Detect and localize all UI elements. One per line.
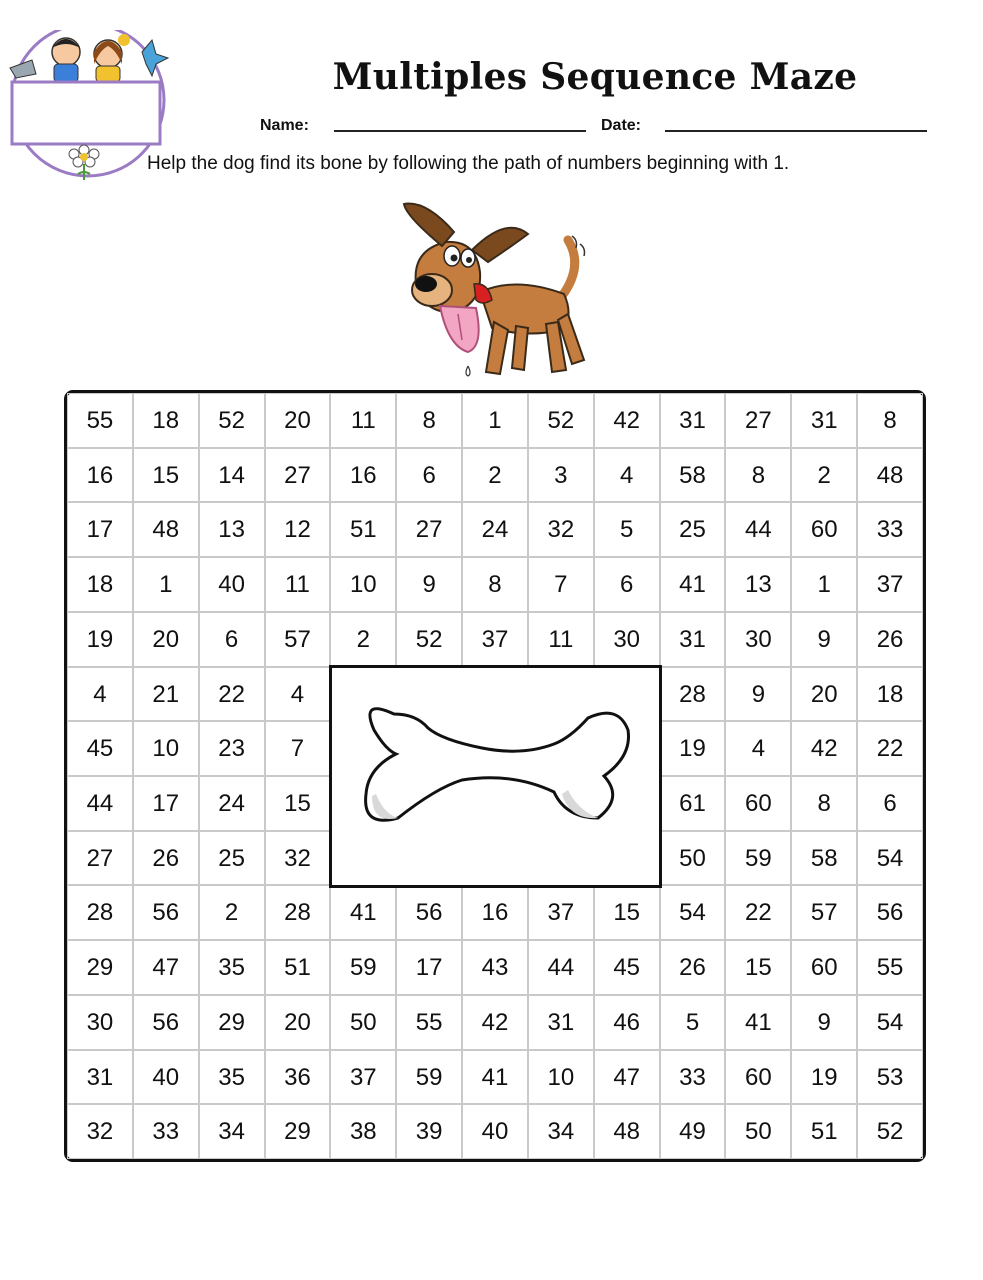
maze-cell[interactable]: 27: [67, 831, 133, 886]
maze-cell[interactable]: 16: [67, 448, 133, 503]
maze-cell[interactable]: 30: [67, 995, 133, 1050]
maze-cell[interactable]: 57: [791, 885, 857, 940]
maze-cell[interactable]: 58: [791, 831, 857, 886]
maze-cell[interactable]: 59: [725, 831, 791, 886]
maze-cell[interactable]: 49: [660, 1104, 726, 1159]
maze-cell[interactable]: 57: [265, 612, 331, 667]
maze-cell[interactable]: 56: [857, 885, 923, 940]
maze-cell[interactable]: 10: [133, 721, 199, 776]
maze-cell[interactable]: 59: [396, 1050, 462, 1105]
maze-cell[interactable]: 17: [67, 502, 133, 557]
maze-cell[interactable]: 47: [133, 940, 199, 995]
maze-cell[interactable]: 44: [528, 940, 594, 995]
maze-cell[interactable]: 9: [791, 612, 857, 667]
maze-cell[interactable]: 17: [396, 940, 462, 995]
maze-cell[interactable]: 30: [725, 612, 791, 667]
maze-cell[interactable]: 29: [265, 1104, 331, 1159]
maze-cell[interactable]: 59: [330, 940, 396, 995]
maze-cell[interactable]: 6: [396, 448, 462, 503]
maze-cell[interactable]: 10: [528, 1050, 594, 1105]
maze-cell[interactable]: 36: [265, 1050, 331, 1105]
maze-cell[interactable]: 54: [857, 995, 923, 1050]
maze-cell[interactable]: 18: [857, 667, 923, 722]
maze-cell[interactable]: 6: [594, 557, 660, 612]
maze-cell[interactable]: 8: [857, 393, 923, 448]
maze-cell[interactable]: 33: [133, 1104, 199, 1159]
maze-cell[interactable]: 50: [725, 1104, 791, 1159]
name-field-line[interactable]: [334, 130, 586, 132]
maze-cell[interactable]: 16: [330, 448, 396, 503]
maze-cell[interactable]: 22: [857, 721, 923, 776]
maze-cell[interactable]: 17: [133, 776, 199, 831]
maze-cell[interactable]: 50: [660, 831, 726, 886]
maze-cell[interactable]: 22: [199, 667, 265, 722]
maze-cell[interactable]: 37: [857, 557, 923, 612]
maze-cell[interactable]: 56: [396, 885, 462, 940]
instructions-text: Help the dog find its bone by following the path of numbers beginning with 1.: [147, 153, 790, 174]
maze-cell[interactable]: 19: [791, 1050, 857, 1105]
maze-cell[interactable]: 2: [462, 448, 528, 503]
maze-cell[interactable]: 37: [330, 1050, 396, 1105]
maze-cell[interactable]: 20: [791, 667, 857, 722]
maze-cell[interactable]: 56: [133, 995, 199, 1050]
maze-cell[interactable]: 48: [133, 502, 199, 557]
maze-cell[interactable]: 52: [199, 393, 265, 448]
maze-cell[interactable]: 41: [462, 1050, 528, 1105]
maze-cell[interactable]: 13: [199, 502, 265, 557]
maze-cell[interactable]: 51: [791, 1104, 857, 1159]
maze-cell[interactable]: 55: [67, 393, 133, 448]
name-label: Name:: [260, 117, 309, 134]
maze-cell[interactable]: 9: [725, 667, 791, 722]
maze-cell[interactable]: 20: [265, 995, 331, 1050]
maze-cell[interactable]: 40: [199, 557, 265, 612]
date-label: Date:: [601, 117, 642, 134]
maze-cell[interactable]: 42: [462, 995, 528, 1050]
page-title: Multiples Sequence Maze: [332, 56, 858, 98]
maze-cell[interactable]: 7: [265, 721, 331, 776]
maze-cell[interactable]: 55: [396, 995, 462, 1050]
maze-cell[interactable]: 27: [396, 502, 462, 557]
maze-cell[interactable]: 55: [857, 940, 923, 995]
maze-cell[interactable]: 9: [791, 995, 857, 1050]
maze-cell[interactable]: 2: [330, 612, 396, 667]
maze-cell[interactable]: 45: [594, 940, 660, 995]
maze-cell[interactable]: 24: [462, 502, 528, 557]
maze-cell[interactable]: 34: [528, 1104, 594, 1159]
maze-cell[interactable]: 52: [857, 1104, 923, 1159]
maze-cell[interactable]: 56: [133, 885, 199, 940]
maze-cell[interactable]: 47: [594, 1050, 660, 1105]
maze-cell[interactable]: 1: [791, 557, 857, 612]
maze-cell[interactable]: 5: [660, 995, 726, 1050]
maze-cell[interactable]: 27: [265, 448, 331, 503]
maze-cell[interactable]: 41: [725, 995, 791, 1050]
maze-cell[interactable]: 7: [528, 557, 594, 612]
maze-cell[interactable]: 43: [462, 940, 528, 995]
maze-cell[interactable]: 44: [67, 776, 133, 831]
maze-cell[interactable]: 41: [660, 557, 726, 612]
maze-cell[interactable]: 16: [462, 885, 528, 940]
maze-cell[interactable]: 54: [857, 831, 923, 886]
maze-cell[interactable]: 61: [660, 776, 726, 831]
maze-cell[interactable]: 28: [660, 667, 726, 722]
maze-cell[interactable]: 42: [791, 721, 857, 776]
maze-cell[interactable]: 60: [725, 1050, 791, 1105]
maze-cell[interactable]: 39: [396, 1104, 462, 1159]
maze-cell[interactable]: 21: [133, 667, 199, 722]
maze-cell[interactable]: 32: [67, 1104, 133, 1159]
maze-cell[interactable]: 4: [594, 448, 660, 503]
maze-cell[interactable]: 4: [265, 667, 331, 722]
maze-cell[interactable]: 22: [725, 885, 791, 940]
maze-cell[interactable]: 19: [67, 612, 133, 667]
maze-cell[interactable]: 26: [660, 940, 726, 995]
maze-cell[interactable]: 51: [265, 940, 331, 995]
maze-cell[interactable]: 25: [660, 502, 726, 557]
maze-cell[interactable]: 60: [725, 776, 791, 831]
maze-cell[interactable]: 40: [133, 1050, 199, 1105]
maze-cell[interactable]: 29: [199, 995, 265, 1050]
maze-cell[interactable]: 54: [660, 885, 726, 940]
maze-cell[interactable]: 29: [67, 940, 133, 995]
maze-cell[interactable]: 13: [725, 557, 791, 612]
maze-cell[interactable]: 5: [594, 502, 660, 557]
maze-cell[interactable]: 48: [594, 1104, 660, 1159]
maze-cell[interactable]: 33: [660, 1050, 726, 1105]
maze-cell[interactable]: 19: [660, 721, 726, 776]
maze-cell[interactable]: 30: [594, 612, 660, 667]
maze-cell[interactable]: 27: [725, 393, 791, 448]
maze-cell[interactable]: 18: [67, 557, 133, 612]
maze-cell[interactable]: 45: [67, 721, 133, 776]
maze-cell[interactable]: 9: [396, 557, 462, 612]
maze-cell[interactable]: 35: [199, 1050, 265, 1105]
maze-cell[interactable]: 34: [199, 1104, 265, 1159]
maze-cell[interactable]: 31: [660, 612, 726, 667]
maze-cell[interactable]: 2: [199, 885, 265, 940]
maze-cell[interactable]: 4: [725, 721, 791, 776]
maze-cell[interactable]: 14: [199, 448, 265, 503]
maze-cell[interactable]: 11: [528, 612, 594, 667]
maze-cell[interactable]: 8: [462, 557, 528, 612]
maze-cell[interactable]: 33: [857, 502, 923, 557]
maze-cell[interactable]: 50: [330, 995, 396, 1050]
dog-illustration: [396, 196, 592, 384]
maze-cell[interactable]: 8: [725, 448, 791, 503]
maze-cell[interactable]: 26: [133, 831, 199, 886]
maze-cell[interactable]: 2: [791, 448, 857, 503]
date-field-line[interactable]: [665, 130, 927, 132]
maze-cell[interactable]: 42: [594, 393, 660, 448]
maze-cell[interactable]: 52: [396, 612, 462, 667]
maze-cell[interactable]: 10: [330, 557, 396, 612]
maze-cell[interactable]: 60: [791, 502, 857, 557]
maze-cell[interactable]: 1: [462, 393, 528, 448]
maze-cell[interactable]: 6: [857, 776, 923, 831]
maze-cell[interactable]: 48: [857, 448, 923, 503]
maze-cell[interactable]: 53: [857, 1050, 923, 1105]
maze-cell[interactable]: 24: [199, 776, 265, 831]
maze-cell[interactable]: 12: [265, 502, 331, 557]
maze-cell[interactable]: 8: [396, 393, 462, 448]
maze-cell[interactable]: 23: [199, 721, 265, 776]
maze-cell[interactable]: 8: [791, 776, 857, 831]
maze-cell[interactable]: 58: [660, 448, 726, 503]
maze-cell[interactable]: 31: [528, 995, 594, 1050]
maze-cell[interactable]: 1: [133, 557, 199, 612]
maze-cell[interactable]: 11: [265, 557, 331, 612]
maze-cell[interactable]: 3: [528, 448, 594, 503]
maze-cell[interactable]: 32: [265, 831, 331, 886]
maze-cell[interactable]: 15: [594, 885, 660, 940]
maze-cell[interactable]: 40: [462, 1104, 528, 1159]
maze-cell[interactable]: 15: [265, 776, 331, 831]
maze-cell[interactable]: 32: [528, 502, 594, 557]
maze-cell[interactable]: 38: [330, 1104, 396, 1159]
dog-icon: [396, 196, 592, 384]
maze-cell[interactable]: 20: [265, 393, 331, 448]
maze-cell[interactable]: 51: [330, 502, 396, 557]
maze-cell[interactable]: 46: [594, 995, 660, 1050]
maze-cell[interactable]: 44: [725, 502, 791, 557]
maze-cell[interactable]: 52: [528, 393, 594, 448]
maze-cell[interactable]: 4: [67, 667, 133, 722]
maze-cell[interactable]: 31: [660, 393, 726, 448]
maze-cell[interactable]: 6: [199, 612, 265, 667]
maze-cell[interactable]: 28: [265, 885, 331, 940]
maze-cell[interactable]: 18: [133, 393, 199, 448]
bone-goal-box: [329, 665, 662, 888]
maze-cell[interactable]: 11: [330, 393, 396, 448]
maze-cell[interactable]: 37: [528, 885, 594, 940]
maze-cell[interactable]: 31: [791, 393, 857, 448]
maze-cell[interactable]: 31: [67, 1050, 133, 1105]
bone-icon: [332, 668, 659, 885]
maze-cell[interactable]: 37: [462, 612, 528, 667]
maze-cell[interactable]: 20: [133, 612, 199, 667]
maze-cell[interactable]: 28: [67, 885, 133, 940]
maze-cell[interactable]: 60: [791, 940, 857, 995]
maze-cell[interactable]: 41: [330, 885, 396, 940]
maze-cell[interactable]: 35: [199, 940, 265, 995]
maze-cell[interactable]: 26: [857, 612, 923, 667]
maze-cell[interactable]: 25: [199, 831, 265, 886]
maze-cell[interactable]: 15: [133, 448, 199, 503]
maze-cell[interactable]: 15: [725, 940, 791, 995]
